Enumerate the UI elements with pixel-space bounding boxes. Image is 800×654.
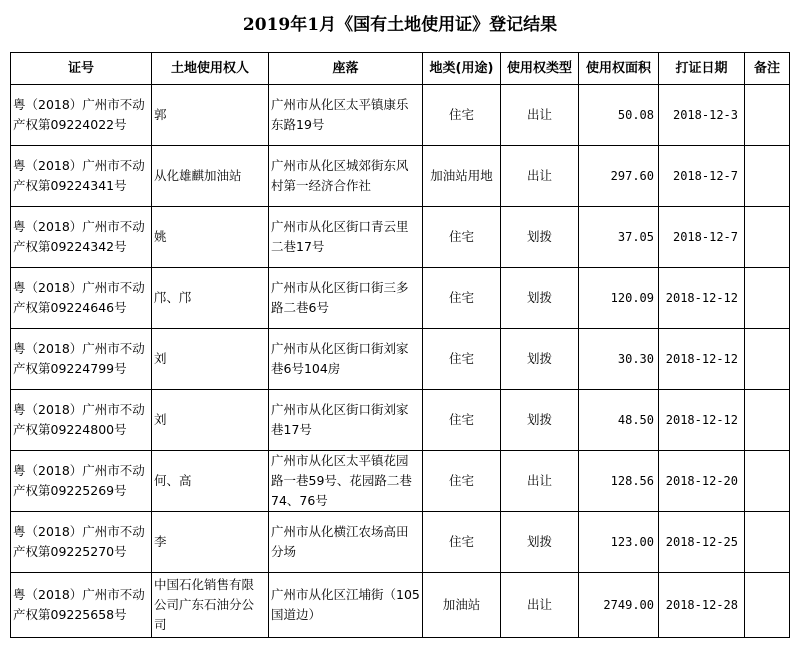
date-cell: 2018-12-12 [659, 390, 745, 451]
table-row [11, 573, 790, 638]
cert-number-cell: 粤（2018）广州市不动产权第09224799号 [11, 329, 152, 390]
right-type-cell: 划拨 [501, 390, 579, 451]
cert-number-cell: 粤（2018）广州市不动产权第09225658号 [11, 573, 152, 638]
owner-cell: 李 [152, 512, 269, 573]
note-cell [745, 573, 790, 638]
cert-number-cell: 粤（2018）广州市不动产权第09225269号 [11, 451, 152, 512]
note-cell [745, 329, 790, 390]
date-cell: 2018-12-25 [659, 512, 745, 573]
owner-cell: 中国石化销售有限公司广东石油分公司 [152, 573, 269, 638]
right-type-cell: 出让 [501, 146, 579, 207]
cert-number-cell: 粤（2018）广州市不动产权第09224022号 [11, 85, 152, 146]
note-cell [745, 207, 790, 268]
location-cell: 广州市从化区街口街刘家巷6号104房 [269, 329, 423, 390]
cert-number-cell: 粤（2018）广州市不动产权第09224341号 [11, 146, 152, 207]
cert-number-cell: 粤（2018）广州市不动产权第09224646号 [11, 268, 152, 329]
area-cell: 123.00 [579, 512, 659, 573]
owner-cell: 从化雄麒加油站 [152, 146, 269, 207]
owner-cell: 邝、邝 [152, 268, 269, 329]
right-type-cell: 出让 [501, 451, 579, 512]
date-cell: 2018-12-7 [659, 207, 745, 268]
owner-cell: 姚 [152, 207, 269, 268]
land-type-cell: 住宅 [423, 207, 501, 268]
land-type-cell: 住宅 [423, 329, 501, 390]
location-cell: 广州市从化区城郊街东风村第一经济合作社 [269, 146, 423, 207]
land-type-cell: 加油站 [423, 573, 501, 638]
header-note: 备注 [745, 53, 790, 85]
table-row [11, 451, 790, 512]
owner-cell: 何、高 [152, 451, 269, 512]
location-cell: 广州市从化区江埔街（105国道边） [269, 573, 423, 638]
area-cell: 128.56 [579, 451, 659, 512]
cert-number-cell: 粤（2018）广州市不动产权第09224342号 [11, 207, 152, 268]
area-cell: 50.08 [579, 85, 659, 146]
note-cell [745, 146, 790, 207]
right-type-cell: 划拨 [501, 512, 579, 573]
note-cell [745, 512, 790, 573]
location-cell: 广州市从化区街口街刘家巷17号 [269, 390, 423, 451]
table-row [11, 146, 790, 207]
header-area: 使用权面积 [579, 53, 659, 85]
table-row [11, 268, 790, 329]
location-cell: 广州市从化区街口青云里二巷17号 [269, 207, 423, 268]
cert-number-cell: 粤（2018）广州市不动产权第09224800号 [11, 390, 152, 451]
owner-cell: 郭 [152, 85, 269, 146]
registration-table [10, 52, 790, 638]
land-type-cell: 住宅 [423, 85, 501, 146]
header-right-type: 使用权类型 [501, 53, 579, 85]
date-cell: 2018-12-28 [659, 573, 745, 638]
header-row [11, 53, 790, 85]
right-type-cell: 出让 [501, 85, 579, 146]
note-cell [745, 390, 790, 451]
area-cell: 30.30 [579, 329, 659, 390]
area-cell: 120.09 [579, 268, 659, 329]
table-row [11, 85, 790, 146]
date-cell: 2018-12-12 [659, 268, 745, 329]
right-type-cell: 划拨 [501, 268, 579, 329]
area-cell: 37.05 [579, 207, 659, 268]
location-cell: 广州市从化区太平镇花园路一巷59号、花园路二巷74、76号 [269, 451, 423, 512]
table-row [11, 207, 790, 268]
page-title: 2019年1月《国有土地使用证》登记结果 [242, 15, 558, 35]
header-location: 座落 [269, 53, 423, 85]
location-cell: 广州市从化区街口街三多路二巷6号 [269, 268, 423, 329]
area-cell: 48.50 [579, 390, 659, 451]
header-date: 打证日期 [659, 53, 745, 85]
header-no: 证号 [11, 53, 152, 85]
right-type-cell: 出让 [501, 573, 579, 638]
table-row [11, 329, 790, 390]
land-type-cell: 住宅 [423, 268, 501, 329]
location-cell: 广州市从化横江农场高田分场 [269, 512, 423, 573]
area-cell: 2749.00 [579, 573, 659, 638]
note-cell [745, 451, 790, 512]
owner-cell: 刘 [152, 329, 269, 390]
right-type-cell: 划拨 [501, 329, 579, 390]
date-cell: 2018-12-20 [659, 451, 745, 512]
table-row [11, 512, 790, 573]
land-type-cell: 住宅 [423, 451, 501, 512]
cert-number-cell: 粤（2018）广州市不动产权第09225270号 [11, 512, 152, 573]
land-type-cell: 加油站用地 [423, 146, 501, 207]
note-cell [745, 268, 790, 329]
date-cell: 2018-12-7 [659, 146, 745, 207]
right-type-cell: 划拨 [501, 207, 579, 268]
date-cell: 2018-12-12 [659, 329, 745, 390]
note-cell [745, 85, 790, 146]
header-land-type: 地类(用途) [423, 53, 501, 85]
date-cell: 2018-12-3 [659, 85, 745, 146]
table-row [11, 390, 790, 451]
header-owner: 土地使用权人 [152, 53, 269, 85]
land-type-cell: 住宅 [423, 512, 501, 573]
land-type-cell: 住宅 [423, 390, 501, 451]
area-cell: 297.60 [579, 146, 659, 207]
owner-cell: 刘 [152, 390, 269, 451]
location-cell: 广州市从化区太平镇康乐东路19号 [269, 85, 423, 146]
